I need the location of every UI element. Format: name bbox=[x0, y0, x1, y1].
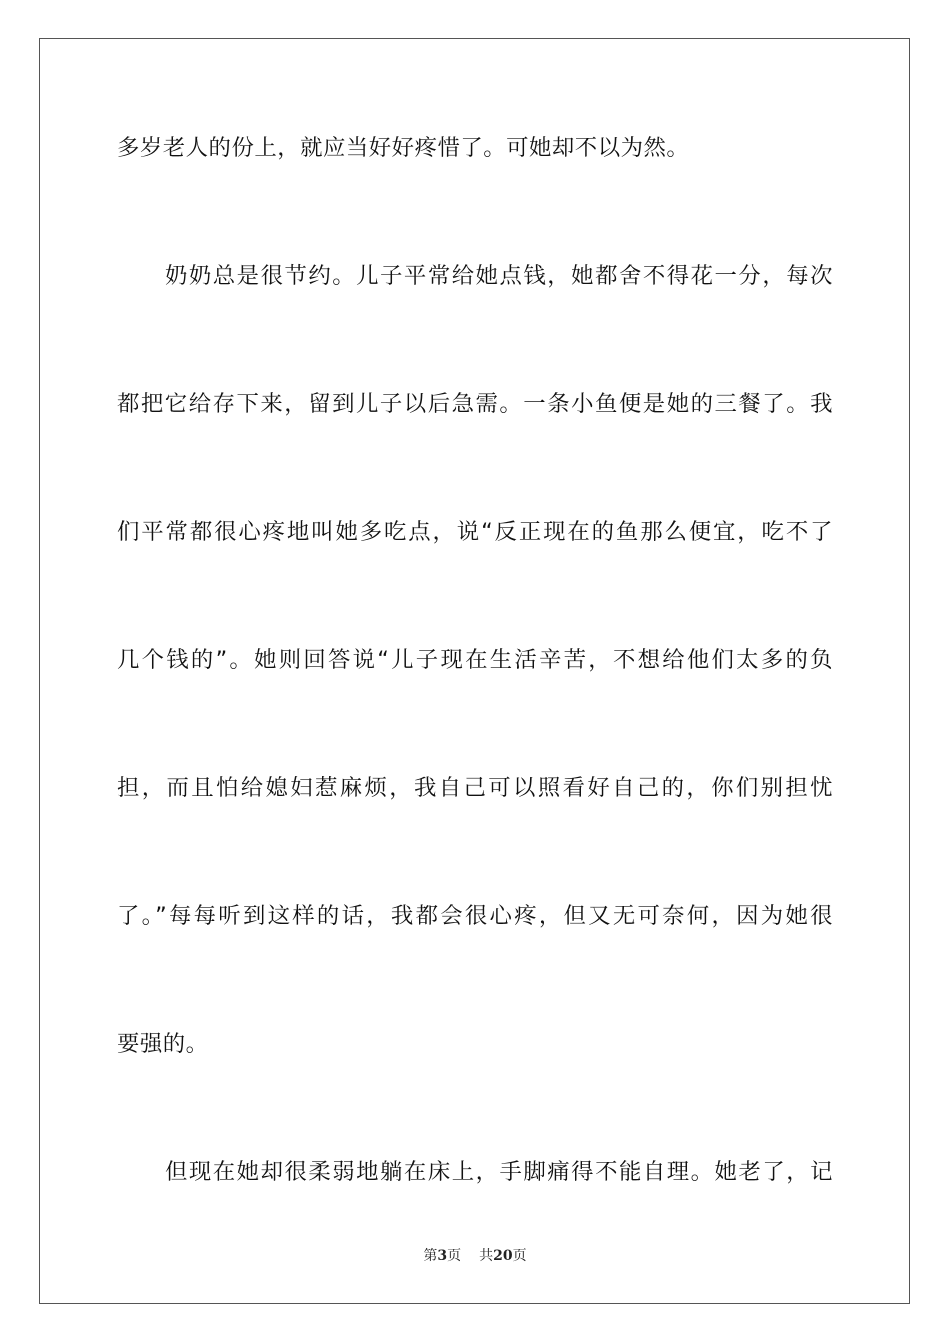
text-line-7: 了。”每每听到这样的话，我都会很心疼，但又无可奈何，因为她很 bbox=[117, 903, 833, 929]
total-prefix: 共 bbox=[479, 1248, 494, 1264]
text-line-6: 担，而且怕给媳妇惹麻烦，我自己可以照看好自己的，你们别担忧 bbox=[117, 775, 833, 801]
text-line-4: 们平常都很心疼地叫她多吃点，说“反正现在的鱼那么便宜，吃不了 bbox=[117, 519, 833, 545]
text-line-3: 都把它给存下来，留到儿子以后急需。一条小鱼便是她的三餐了。我 bbox=[117, 391, 833, 417]
text-line-9: 但现在她却很柔弱地躺在床上，手脚痛得不能自理。她老了，记 bbox=[165, 1159, 833, 1185]
page-number: 3 bbox=[437, 1248, 448, 1264]
page-suffix: 页 bbox=[447, 1248, 462, 1264]
text-line-2: 奶奶总是很节约。儿子平常给她点钱，她都舍不得花一分，每次 bbox=[165, 263, 833, 289]
text-line-8: 要强的。 bbox=[117, 1031, 209, 1057]
page-prefix: 第 bbox=[423, 1248, 438, 1264]
text-line-1: 多岁老人的份上，就应当好好疼惜了。可她却不以为然。 bbox=[117, 135, 690, 161]
total-pages: 20 bbox=[493, 1248, 513, 1264]
total-suffix: 页 bbox=[512, 1248, 527, 1264]
text-line-5: 几个钱的”。她则回答说“儿子现在生活辛苦，不想给他们太多的负 bbox=[117, 647, 833, 673]
page-footer bbox=[0, 1246, 950, 1266]
